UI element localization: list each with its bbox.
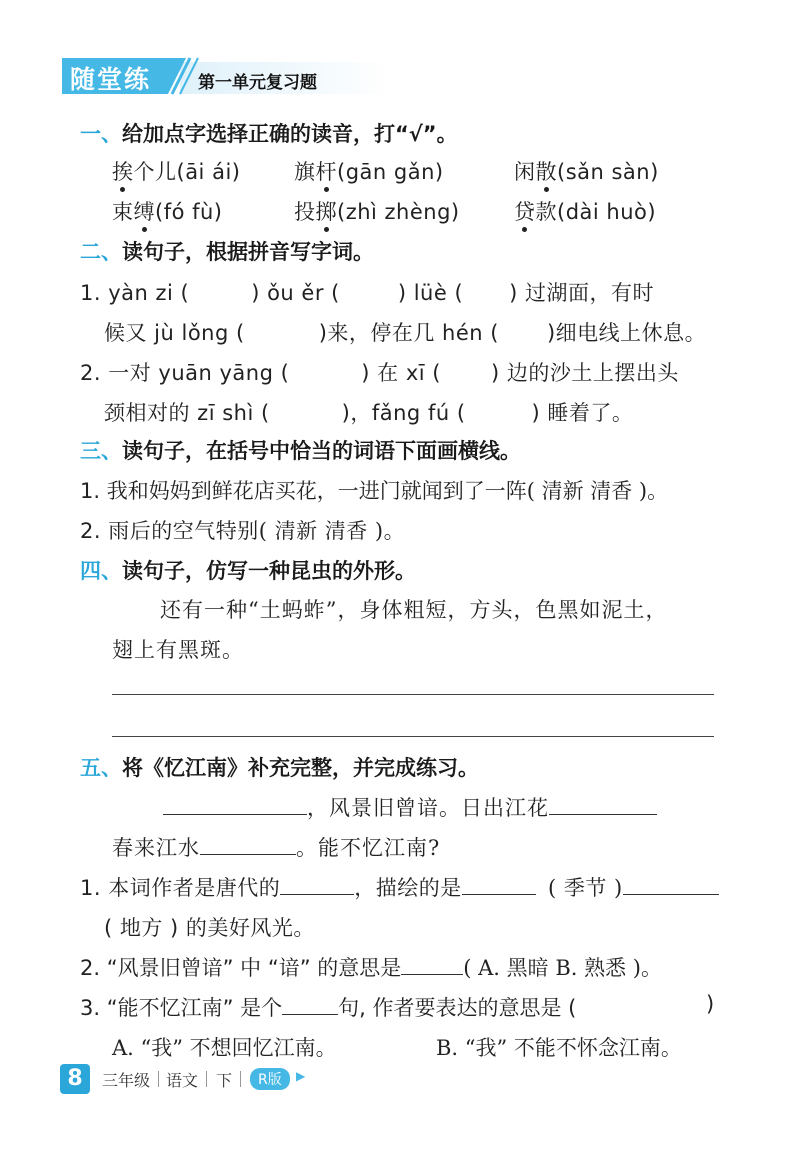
section-5-heading: [80, 752, 479, 782]
s2-text: 颈相对的 zī shì (: [104, 401, 270, 425]
footer-subject: 语文: [166, 1071, 199, 1090]
footer-divider: [158, 1071, 159, 1087]
s4-answer-line[interactable]: [112, 736, 714, 737]
s5-q1-season: [548, 872, 719, 902]
s1-item[interactable]: [294, 156, 444, 186]
s2-text: ) 过湖面，有时: [509, 281, 655, 305]
s1-item[interactable]: [294, 196, 460, 226]
question-options: ( A. 黑暗 B. 熟悉 )。: [463, 956, 662, 980]
footer: [60, 1064, 320, 1094]
s5-q3-close: ): [706, 992, 715, 1016]
pinyin-options: (zhì zhèng): [337, 200, 460, 224]
s5-q1-line1: [80, 872, 536, 902]
answer-blank[interactable]: [462, 874, 536, 895]
question-text: 句, 作者要表达的意思是 (: [338, 996, 577, 1020]
section-title: 读句子，仿写一种昆虫的外形。: [122, 559, 416, 583]
s2-text: ) lüè (: [397, 281, 464, 305]
section-4-heading: [80, 555, 416, 585]
s4-sample-line1: 还有一种“土蚂蚱”，身体粗短，方头，色黑如泥土，: [160, 598, 668, 622]
edition-badge: R版: [250, 1068, 290, 1090]
s4-sample-line2: 翅上有黑斑。: [112, 638, 244, 662]
answer-blank[interactable]: [623, 874, 719, 895]
s2-text: )来，停在几 hén (: [318, 321, 499, 345]
section-number: 二、: [80, 240, 122, 264]
answer-blank[interactable]: [282, 994, 338, 1015]
footer-divider: [240, 1071, 241, 1087]
dotted-character: 缚: [134, 196, 156, 226]
s5-poem-line2: [112, 832, 440, 862]
word-part: 闲: [514, 160, 536, 184]
s5-poem-line1: [163, 792, 657, 822]
answer-blank[interactable]: [549, 794, 657, 815]
s2-q2-line1: [80, 357, 679, 387]
poem-text: ，风景旧曾谙。日出江花: [307, 796, 549, 820]
s1-item[interactable]: [514, 156, 659, 186]
s3-q2-text: 2. 雨后的空气特别: [80, 519, 259, 543]
dotted-character: 贷: [514, 196, 536, 226]
footer-grade: 三年级: [102, 1071, 151, 1090]
section-number: 一、: [80, 122, 122, 146]
s2-text: 2. 一对 yuān yāng (: [80, 361, 290, 385]
pinyin-options: (fó fù): [155, 200, 223, 224]
dotted-character: 杆: [316, 156, 338, 186]
s3-q1-options: ( 清新 清香 )。: [526, 479, 669, 503]
s2-q1-line2: [104, 317, 706, 347]
section-number: 五、: [80, 756, 122, 780]
s3-q2: [80, 515, 405, 545]
header-bar: [60, 56, 390, 96]
poem-text: 。能不忆江南?: [296, 836, 441, 860]
header-subtitle: 第一单元复习题: [198, 73, 317, 93]
s2-text: )，fǎng fú (: [341, 401, 466, 425]
dotted-character: 掷: [316, 196, 338, 226]
question-text: 3. “能不忆江南” 是个: [80, 996, 283, 1020]
section-2-heading: [80, 236, 374, 266]
question-text: ，描绘的是: [354, 876, 462, 900]
answer-blank[interactable]: [200, 834, 296, 855]
s3-q2-options: ( 清新 清香 )。: [258, 519, 406, 543]
s5-q2: [80, 952, 662, 982]
s3-q1: [80, 475, 668, 505]
s1-item[interactable]: [112, 196, 223, 226]
word-part: 旗: [294, 160, 316, 184]
word-part: 束: [112, 200, 134, 224]
dotted-character: 散: [536, 156, 558, 186]
s2-text: )细电线上休息。: [546, 321, 707, 345]
footer-term: 下: [216, 1071, 233, 1090]
s2-text: ) 睡着了。: [531, 401, 634, 425]
section-3-heading: [80, 435, 521, 465]
section-title: 给加点字选择正确的读音，打“√”。: [122, 122, 458, 146]
pinyin-options: (dài huò): [557, 200, 657, 224]
section-1-heading: [80, 118, 458, 148]
section-title: 读句子，在括号中恰当的词语下面画横线。: [122, 439, 521, 463]
s5-q3: [80, 992, 576, 1022]
question-text: 2. “风景旧曾谙” 中 “谙” 的意思是: [80, 956, 402, 980]
pinyin-options: (āi ái): [176, 160, 241, 184]
footer-divider: [206, 1071, 207, 1087]
word-part: 个儿: [133, 160, 177, 184]
pinyin-options: (gān gǎn): [337, 160, 444, 184]
s2-text: ) 在 xī (: [361, 361, 441, 385]
s1-item[interactable]: [112, 156, 240, 186]
pinyin-options: (sǎn sàn): [557, 160, 659, 184]
word-part: 投: [294, 200, 316, 224]
s3-q1-text: 1. 我和妈妈到鲜花店买花，一进门就闻到了一阵: [80, 479, 527, 503]
answer-blank[interactable]: [163, 794, 307, 815]
dotted-character: 挨: [112, 156, 134, 186]
page-number-badge: 8: [60, 1064, 90, 1094]
s5-q3-option-a[interactable]: A. “我” 不想回忆江南。: [112, 1036, 337, 1060]
question-text: 1. 本词作者是唐代的: [80, 876, 281, 900]
section-title: 读句子，根据拼音写字词。: [122, 240, 374, 264]
s2-text: ) ǒu ěr (: [251, 281, 340, 305]
poem-text: 春来江水: [112, 836, 200, 860]
answer-blank[interactable]: [401, 954, 463, 975]
header-badge: 随堂练: [70, 65, 152, 94]
question-hint: ( 季节 ): [548, 876, 623, 900]
section-title: 将《忆江南》补充完整，并完成练习。: [122, 756, 479, 780]
section-number: 四、: [80, 559, 122, 583]
s2-q2-line2: [104, 397, 633, 427]
chevron-right-icon: ▶: [296, 1069, 306, 1083]
s2-text: 1. yàn zi (: [80, 281, 190, 305]
s5-q1-line2: ( 地方 ) 的美好风光。: [104, 916, 315, 940]
s1-item[interactable]: [514, 196, 656, 226]
s2-text: 候又 jù lǒng (: [104, 321, 245, 345]
section-number: 三、: [80, 439, 122, 463]
word-part: 款: [535, 200, 557, 224]
answer-blank[interactable]: [280, 874, 354, 895]
s4-answer-line[interactable]: [112, 694, 714, 695]
s5-q3-option-b[interactable]: B. “我” 不能不怀念江南。: [436, 1036, 682, 1060]
s2-text: ) 边的沙土上摆出头: [490, 361, 679, 385]
s2-q1-line1: [80, 277, 654, 307]
